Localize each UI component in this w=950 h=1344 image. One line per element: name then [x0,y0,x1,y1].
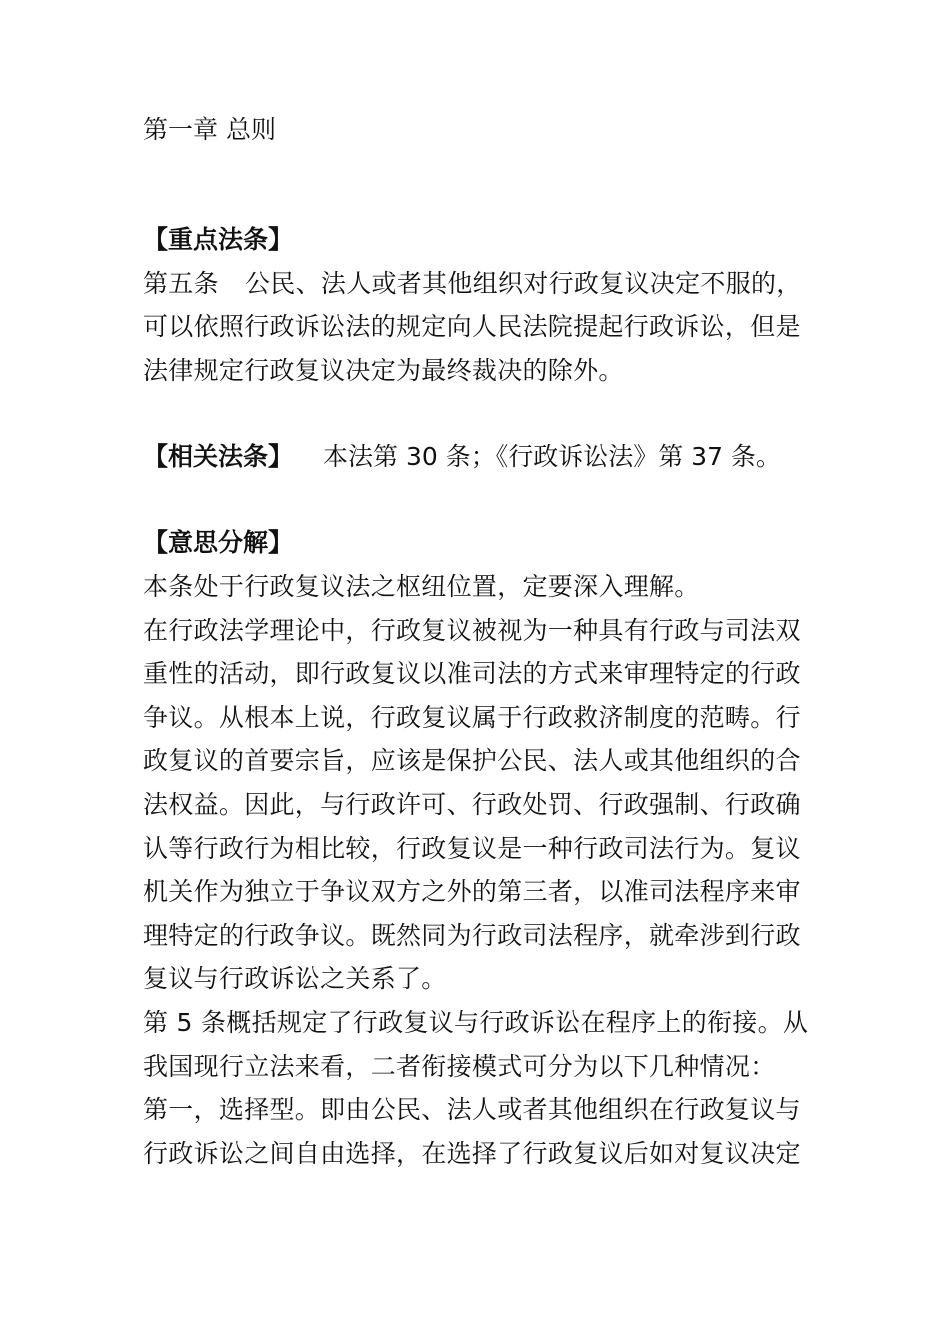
key-article-line: 法律规定行政复议决定为最终裁决的除外。 [143,355,624,385]
explanation-line: 本条处于行政复议法之枢纽位置，定要深入理解。 [143,571,700,601]
key-article-line: 可以依照行政诉讼法的规定向人民法院提起行政诉讼，但是 [143,312,801,342]
spacer [143,478,813,521]
explanation-line: 理特定的行政争议。既然同为行政司法程序，就牵涉到行政 [143,920,801,950]
explanation-line: 机关作为独立于争议双方之外的第三者，以准司法程序来审 [143,877,801,907]
key-article-line [143,262,813,306]
document-page [143,108,813,1175]
key-article-text: 公民、法人或者其他组织对行政复议决定不服的， [245,268,802,298]
key-article-heading: 【重点法条】 [143,225,294,254]
related-articles-text: 本法第 30 条；《行政诉讼法》第 37 条。 [323,442,781,472]
explanation-line: 第一，选择型。即由公民、法人或者其他组织在行政复议与 [143,1095,801,1125]
explanation-line: 政复议的首要宗旨，应该是保护公民、法人或其他组织的合 [143,746,801,776]
related-articles-heading: 【相关法条】 [143,442,294,472]
related-articles-paragraph [143,435,813,478]
explanation-heading: 【意思分解】 [143,528,294,558]
spacer [143,392,813,435]
explanation-line: 认等行政行为相比较，行政复议是一种行政司法行为。复议 [143,833,801,863]
explanation-line: 我国现行立法来看，二者衔接模式可分为以下几种情况： [143,1051,776,1081]
explanation-line: 争议。从根本上说，行政复议属于行政救济制度的范畴。行 [143,702,801,732]
explanation-line: 复议与行政诉讼之关系了。 [143,964,447,994]
chapter-title: 第一章 总则 [143,115,276,144]
spacer [143,151,813,218]
explanation-line: 在行政法学理论中，行政复议被视为一种具有行政与司法双 [143,615,801,645]
explanation-line: 重性的活动，即行政复议以准司法的方式来审理特定的行政 [143,659,801,689]
explanation-line: 行政诉讼之间自由选择，在选择了行政复议后如对复议决定 [143,1138,801,1168]
explanation-line: 法权益。因此，与行政许可、行政处罚、行政强制、行政确 [143,789,801,819]
key-article-label: 第五条 [143,268,219,298]
explanation-line: 第 5 条概括规定了行政复议与行政诉讼在程序上的衔接。从 [143,1007,809,1037]
